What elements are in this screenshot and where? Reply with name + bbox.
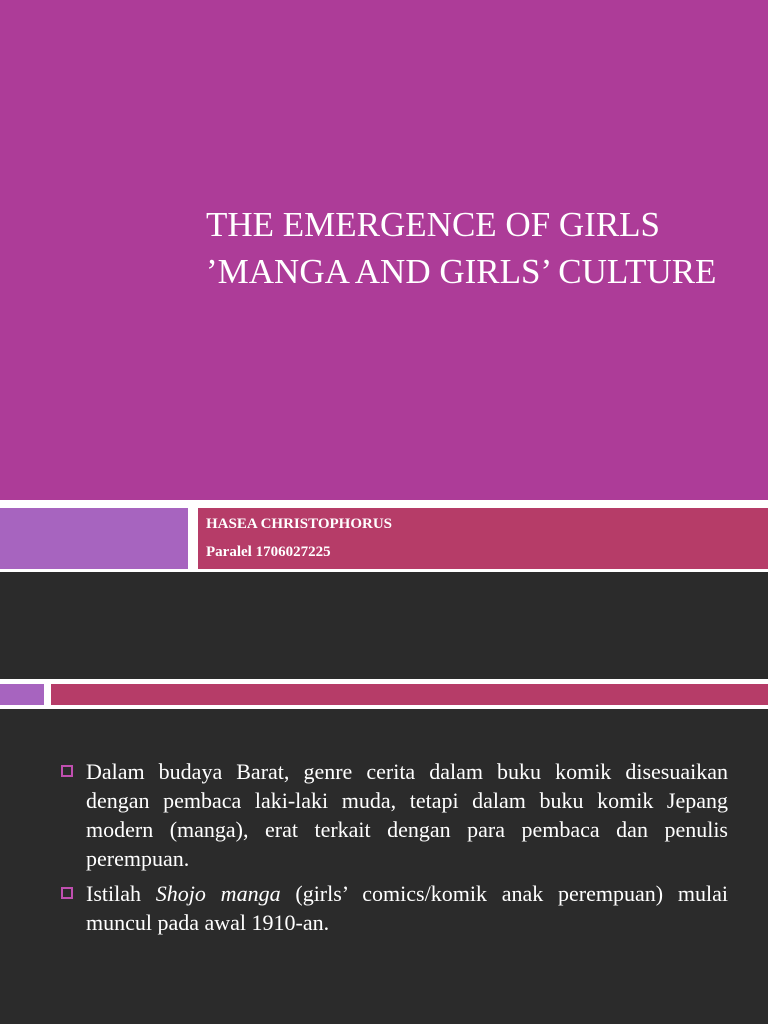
bullet-list [60, 757, 728, 943]
subtitle-bar [198, 508, 768, 569]
bullet-text: Dalam budaya Barat, genre cerita dalam buku komik disesuaikan dengan pembaca laki-laki muda, tetapi dalam buku komik Jepang modern (manga), erat terkait dengan para pembaca dan penulis perempuan. [86, 759, 728, 871]
title-area [0, 0, 768, 500]
bullet-text-prefix: Istilah [86, 881, 156, 906]
square-bullet-icon [61, 887, 73, 899]
bullet-text-emphasis: Shojo manga [155, 881, 281, 906]
bullet-item [60, 757, 728, 873]
author-name: HASEA CHRISTOPHORUS [206, 516, 393, 532]
content-slide [0, 575, 768, 1024]
square-bullet-icon [61, 765, 73, 777]
author-class-id: Paralel 1706027225 [206, 544, 331, 560]
bullet-item [60, 879, 728, 937]
bullet-text-suffix: (girls’ comics/komik anak perempuan) mulai muncul pada awal 1910-an. [86, 881, 728, 935]
accent-bar-left [0, 508, 188, 569]
header-accent-left [0, 684, 44, 705]
slide-title: THE EMERGENCE OF GIRLS ’MANGA AND GIRLS’ CULTURE [206, 205, 717, 291]
header-accent-right [51, 684, 768, 705]
